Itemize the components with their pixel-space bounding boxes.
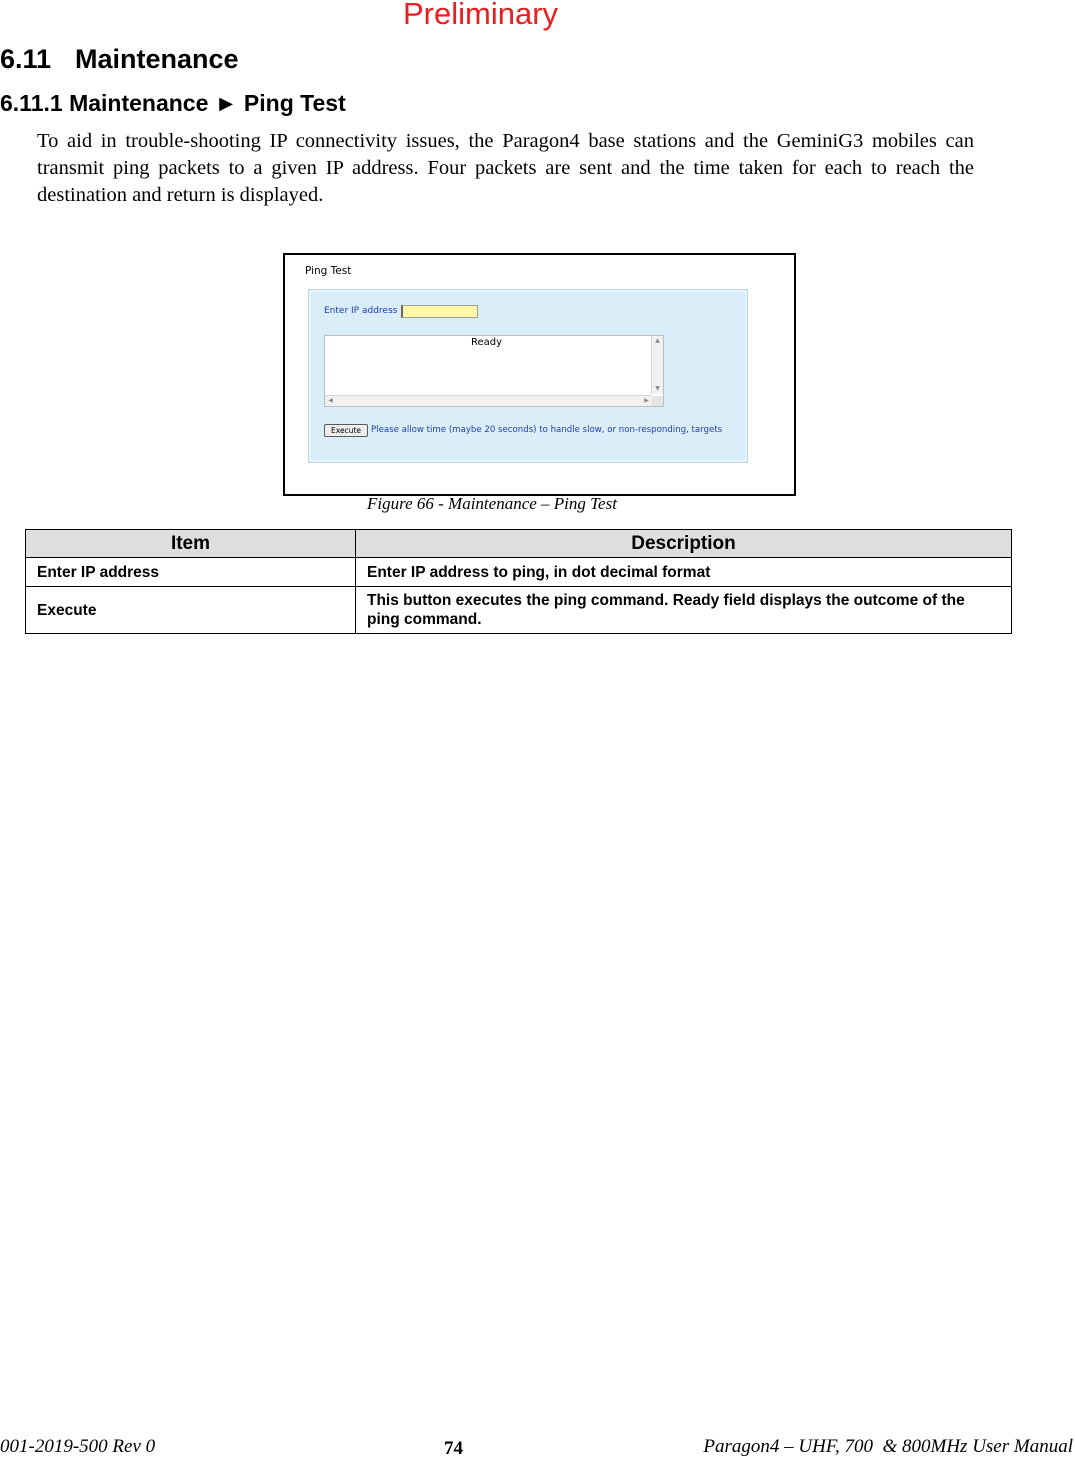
table-header-item: Item [26, 530, 356, 558]
section-number: 6.11 [0, 44, 52, 74]
footer-manual-title: Paragon4 – UHF, 700 & 800MHz User Manual [703, 1436, 1073, 1457]
scroll-down-icon[interactable]: ▼ [655, 385, 660, 392]
ip-address-input[interactable] [401, 305, 478, 318]
preliminary-watermark: Preliminary [403, 0, 559, 31]
scrollbar-corner [652, 396, 663, 406]
section-heading [0, 44, 239, 75]
table-cell-item: Execute [26, 587, 356, 634]
table-header-row [26, 530, 1012, 558]
section-title: Maintenance [75, 44, 239, 74]
table-row [26, 587, 1012, 634]
table-row [26, 558, 1012, 587]
table-cell-description: This button executes the ping command. Ready field displays the outcome of the ping command. [356, 587, 1012, 634]
scroll-left-icon[interactable]: ◀ [328, 397, 333, 404]
table-cell-description: Enter IP address to ping, in dot decimal format [356, 558, 1012, 587]
vertical-scrollbar[interactable] [651, 336, 663, 394]
ip-address-label: Enter IP address [324, 306, 398, 316]
horizontal-scrollbar[interactable] [325, 395, 652, 406]
ping-test-panel-title: Ping Test [305, 265, 352, 277]
subsection-heading: 6.11.1 Maintenance ► Ping Test [0, 90, 346, 116]
execute-button[interactable]: Execute [324, 424, 368, 437]
table-cell-item: Enter IP address [26, 558, 356, 587]
figure-caption: Figure 66 - Maintenance – Ping Test [367, 494, 617, 513]
footer-page-number: 74 [444, 1438, 463, 1459]
ready-output-box[interactable] [324, 335, 664, 407]
ping-test-panel [308, 289, 748, 463]
scroll-right-icon[interactable]: ▶ [644, 397, 649, 404]
ping-timing-note: Please allow time (maybe 20 seconds) to handle slow, or non-responding, targets [371, 425, 723, 435]
intro-paragraph: To aid in trouble-shooting IP connectivity issues, the Paragon4 base stations and the GeminiG3 mobiles can transmit ping packets to a given IP address. Four packets are sent and the time taken for each to reach the destination and return is displayed. [37, 130, 974, 206]
ping-test-screenshot [283, 253, 796, 496]
scroll-up-icon[interactable]: ▲ [655, 337, 660, 344]
footer-doc-number: 001-2019-500 Rev 0 [0, 1436, 156, 1457]
ready-status-text: Ready [471, 337, 503, 348]
item-description-table [25, 529, 1012, 634]
table-header-description: Description [356, 530, 1012, 558]
